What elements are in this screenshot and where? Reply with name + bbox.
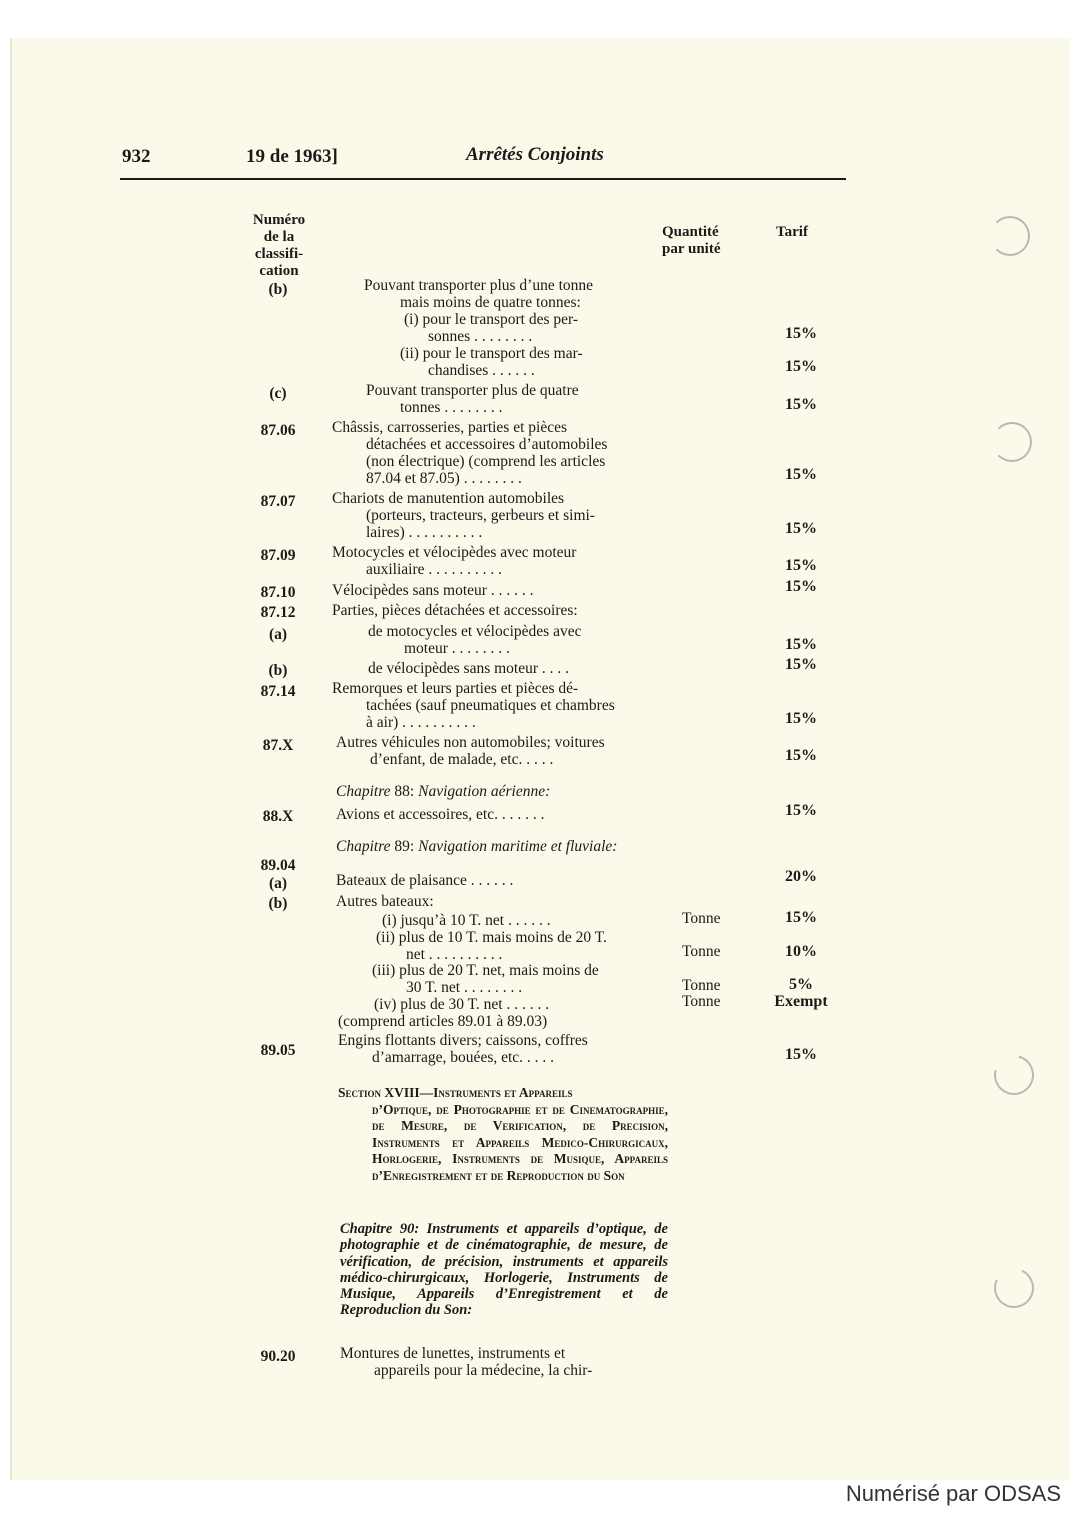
description-line: (iii) plus de 20 T. net, mais moins de (372, 962, 599, 979)
chapter-title: Navigation aérienne: (418, 783, 551, 800)
quantity-unit: Tonne (682, 910, 721, 927)
tariff-value: 15% (785, 636, 817, 653)
tariff-value: 5% (789, 976, 813, 993)
tariff-value: 15% (785, 909, 817, 926)
description-line: auxiliaire . . . . . . . . . . (366, 561, 503, 578)
classification-number: (b) (268, 281, 288, 298)
tariff-value: 15% (785, 325, 817, 342)
description-line: tonnes . . . . . . . . (400, 399, 503, 416)
classification-number: 88.X (262, 808, 294, 825)
description-line: mais moins de quatre tonnes: (400, 294, 581, 311)
tariff-value: 15% (785, 578, 817, 595)
classification-number: 89.05 (260, 1042, 296, 1059)
punch-hole-icon (992, 422, 1032, 462)
description-line: détachées et accessoires d’automobiles (366, 436, 608, 453)
quantity-unit: Tonne (682, 977, 721, 994)
description-line: laires) . . . . . . . . . . (366, 524, 483, 541)
classification-number: (a) (268, 875, 288, 892)
tariff-value: 15% (785, 520, 817, 537)
chapter-heading (336, 783, 550, 801)
tariff-value: 15% (785, 747, 817, 764)
description-line: (i) pour le transport des per- (404, 311, 579, 328)
chapter-heading (336, 838, 617, 856)
tariff-value: 10% (785, 943, 817, 960)
description-line: Montures de lunettes, instruments et (340, 1345, 566, 1362)
chapter-label: Chapitre (336, 783, 391, 800)
tariff-value: 15% (785, 802, 817, 819)
description-line: chandises . . . . . . (428, 362, 535, 379)
quantity-unit: Tonne (682, 993, 721, 1010)
classification-number: 87.X (262, 737, 294, 754)
classification-number: 87.06 (260, 422, 296, 439)
description-line: 87.04 et 87.05) . . . . . . . . (366, 470, 522, 487)
tariff-value: 15% (785, 1046, 817, 1063)
description-line: (ii) plus de 10 T. mais moins de 20 T. (376, 929, 607, 946)
description-line: de vélocipèdes sans moteur . . . . (368, 660, 570, 677)
classification-number: 87.12 (260, 604, 296, 621)
punch-hole-icon (990, 216, 1030, 256)
chapter-title: Navigation maritime et fluviale: (418, 838, 618, 855)
classification-number: (c) (269, 385, 287, 402)
description-line: Châssis, carrosseries, parties et pièces (332, 419, 568, 436)
description-line: 30 T. net . . . . . . . . (406, 979, 523, 996)
digitization-watermark: Numérisé par ODSAS (845, 1481, 1061, 1506)
page-number: 932 (122, 146, 151, 167)
tariff-value: 15% (785, 396, 817, 413)
quantity-unit: Tonne (682, 943, 721, 960)
header-title: Arrêtés Conjoints (466, 144, 604, 165)
description-line: appareils pour la médecine, la chir- (374, 1362, 593, 1379)
description-line: Bateaux de plaisance . . . . . . (336, 872, 514, 889)
tariff-value: 20% (785, 868, 817, 885)
chapter-90-heading: Chapitre 90: Instruments et appareils d’optique, de photographie et de cinématographie, de mesure, de vérification, de précision, instruments et appareils médico-chirurgicaux, Horlogerie, Instruments de Musique, Appareils d’Enregistrement et de Reproduclion du Son: (340, 1221, 668, 1319)
tariff-value: 15% (785, 466, 817, 483)
description-line: Chariots de manutention automobiles (332, 490, 565, 507)
description-line: (i) jusqu’à 10 T. net . . . . . . (382, 912, 551, 929)
description-line: Autres bateaux: (336, 893, 434, 910)
column-header-tariff: Tarif (776, 224, 808, 240)
classification-number: 87.14 (260, 683, 296, 700)
column-header-quantity: Quantité par unité (662, 224, 721, 257)
chapter-num: 88: (390, 783, 419, 800)
description-line: Parties, pièces détachées et accessoires: (332, 602, 578, 619)
tariff-value: 15% (785, 358, 817, 375)
tariff-value: Exempt (774, 993, 828, 1010)
header-date: 19 de 1963] (246, 146, 338, 167)
description-line: Pouvant transporter plus de quatre (366, 382, 579, 399)
description-line: à air) . . . . . . . . . . (366, 714, 476, 731)
classification-number: (a) (268, 626, 288, 643)
section-18-rest: d’Optique, de Photographie et de Cinematographie, de Mesure, de Verification, de Precision, Instruments et Appareils Medico-Chirurgicaux, Horlogerie, Instruments de Musique, Appareils d’Enregistrement et de Reproduction du Son (372, 1101, 668, 1183)
description-line: Engins flottants divers; caissons, coffres (338, 1032, 588, 1049)
tariff-value: 15% (785, 710, 817, 727)
chapter-label: Chapitre (336, 838, 391, 855)
description-line: moteur . . . . . . . . (404, 640, 510, 657)
classification-number: 90.20 (260, 1348, 296, 1365)
classification-number: (b) (268, 895, 288, 912)
description-line: net . . . . . . . . . . (406, 946, 503, 963)
description-line: Motocycles et vélocipèdes avec moteur (332, 544, 577, 561)
description-line: Autres véhicules non automobiles; voitures (336, 734, 605, 751)
tariff-value: 15% (785, 656, 817, 673)
column-header-number: Numéro de la classifi- cation (252, 212, 306, 279)
description-line: (iv) plus de 30 T. net . . . . . . (374, 996, 550, 1013)
description-line: tachées (sauf pneumatiques et chambres (366, 697, 615, 714)
description-line: Pouvant transporter plus d’une tonne (364, 277, 594, 294)
section-18-heading (338, 1085, 668, 1184)
classification-number: 89.04 (260, 857, 296, 874)
header-rule (120, 178, 846, 180)
description-line: de motocycles et vélocipèdes avec (368, 623, 582, 640)
classification-number: 87.10 (260, 584, 296, 601)
description-line: Remorques et leurs parties et pièces dé- (332, 680, 579, 697)
description-line: Vélocipèdes sans moteur . . . . . . (332, 582, 534, 599)
description-line: d’amarrage, bouées, etc. . . . . (372, 1049, 555, 1066)
description-line: (ii) pour le transport des mar- (400, 345, 583, 362)
tariff-value: 15% (785, 557, 817, 574)
classification-number: (b) (268, 662, 288, 679)
description-line: (non électrique) (comprend les articles (366, 453, 606, 470)
classification-number: 87.09 (260, 547, 296, 564)
classification-number: 87.07 (260, 493, 296, 510)
description-line: d’enfant, de malade, etc. . . . . (370, 751, 554, 768)
section-18-first-line: Section XVIII—Instruments et Appareils (338, 1085, 573, 1100)
description-line: sonnes . . . . . . . . (428, 328, 533, 345)
description-line: (porteurs, tracteurs, gerbeurs et simi- (366, 507, 595, 524)
chapter-num: 89: (390, 838, 419, 855)
description-line: (comprend articles 89.01 à 89.03) (338, 1013, 548, 1030)
description-line: Avions et accessoires, etc. . . . . . . (336, 806, 545, 823)
